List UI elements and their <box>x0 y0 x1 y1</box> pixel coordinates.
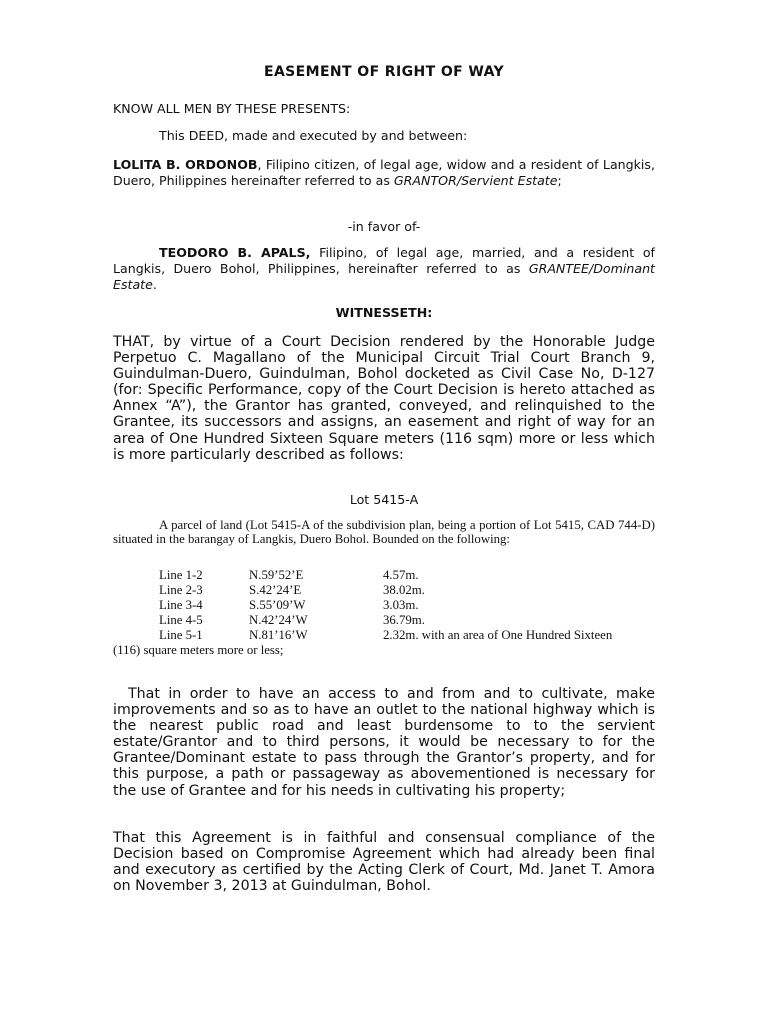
in-favor-of: -in favor of- <box>347 219 421 234</box>
paragraph-agreement-compliance: That this Agreement is in faithful and consensual compliance of the Decision based on Compromise Agreement which had already been final and executory as certified by the Acting Clerk of Court, Md. Janet T. Amora on November 3, 2013 at Guindulman, Bohol. <box>113 830 655 895</box>
boundary-line-row <box>159 583 655 598</box>
boundary-lines-table <box>159 568 655 643</box>
grantor-paragraph <box>113 157 655 189</box>
parcel-description <box>113 519 655 547</box>
document-title: EASEMENT OF RIGHT OF WAY <box>263 64 505 80</box>
grantee-end: . <box>152 277 157 292</box>
line-bearing: N.42’24’W <box>249 613 308 627</box>
boundary-line-row <box>159 613 655 628</box>
paragraph-access-purpose <box>113 686 655 799</box>
area-statement: (116) square meters more or less; <box>113 643 284 657</box>
grantee-name: TEODORO B. APALS, <box>159 245 311 260</box>
line-distance: 2.32m. with an area of One Hundred Sixteen <box>383 628 613 642</box>
grantee-role: GRANTEE/Dominant Estate <box>113 261 655 292</box>
boundary-line-row <box>159 598 655 613</box>
grantor-text: , Filipino citizen, of legal age, widow and a resident of Langkis, Duero, Philippines hereinafter referred to as <box>113 157 655 188</box>
line-distance: 4.57m. <box>383 568 419 582</box>
paragraph-access-text: That in order to have an access to and from and to cultivate, make improvements and so as to have an outlet to the national highway which is the nearest public road and least burdensome to to the servient estate/Grantor and to third persons, it would be necessary to for the Grantee/Dominant estate to pass through the Grantor’s property, and for this purpose, a path or passageway as abovementioned is necessary for the use of Grantee and for his needs in cultivating his property; <box>113 686 655 799</box>
line-name: Line 4-5 <box>159 613 203 627</box>
line-name: Line 2-3 <box>159 583 203 597</box>
paragraph-court-decision: THAT, by virtue of a Court Decision rendered by the Honorable Judge Perpetuo C. Magallano of the Municipal Circuit Trial Court Branch 9, Guindulman-Duero, Guindulman, Bohol docketed as Civil Case No, D-127 (for: Specific Performance, copy of the Court Decision is hereto attached as Annex “A”), the Grantor has granted, conveyed, and relinquished to the Grantee, its successors and assigns, an easement and right of way for an area of One Hundred Sixteen Square meters (116 sqm) more or less which is more particularly described as follows: <box>113 334 655 463</box>
grantee-paragraph <box>113 245 655 293</box>
line-bearing: S.55’09’W <box>249 598 306 612</box>
boundary-line-row <box>159 628 655 643</box>
line-distance: 3.03m. <box>383 598 419 612</box>
line-name: Line 3-4 <box>159 598 203 612</box>
deed-intro: This DEED, made and executed by and between: <box>159 128 468 143</box>
line-distance: 36.79m. <box>383 613 425 627</box>
line-bearing: S.42’24’E <box>249 583 302 597</box>
witnesseth-heading: WITNESSETH: <box>335 305 433 320</box>
line-name: Line 5-1 <box>159 628 203 642</box>
line-name: Line 1-2 <box>159 568 203 582</box>
grantor-role: GRANTOR/Servient Estate <box>393 173 558 188</box>
grantee-text: Filipino, of legal age, married, and a resident of Langkis, Duero Bohol, Philippines, hereinafter referred to as <box>113 245 655 276</box>
grantor-name: LOLITA B. ORDONOB <box>113 157 258 172</box>
parcel-text: A parcel of land (Lot 5415-A of the subdivision plan, being a portion of Lot 5415, CAD 744-D) situated in the barangay of Langkis, Duero Bohol. Bounded on the following: <box>113 518 655 546</box>
line-distance: 38.02m. <box>383 583 425 597</box>
lot-heading: Lot 5415-A <box>349 492 419 507</box>
boundary-line-row <box>159 568 655 583</box>
line-bearing: N.59’52’E <box>249 568 304 582</box>
grantor-end: ; <box>557 173 562 188</box>
opening-clause: KNOW ALL MEN BY THESE PRESENTS: <box>113 101 351 116</box>
line-bearing: N.81’16’W <box>249 628 308 642</box>
